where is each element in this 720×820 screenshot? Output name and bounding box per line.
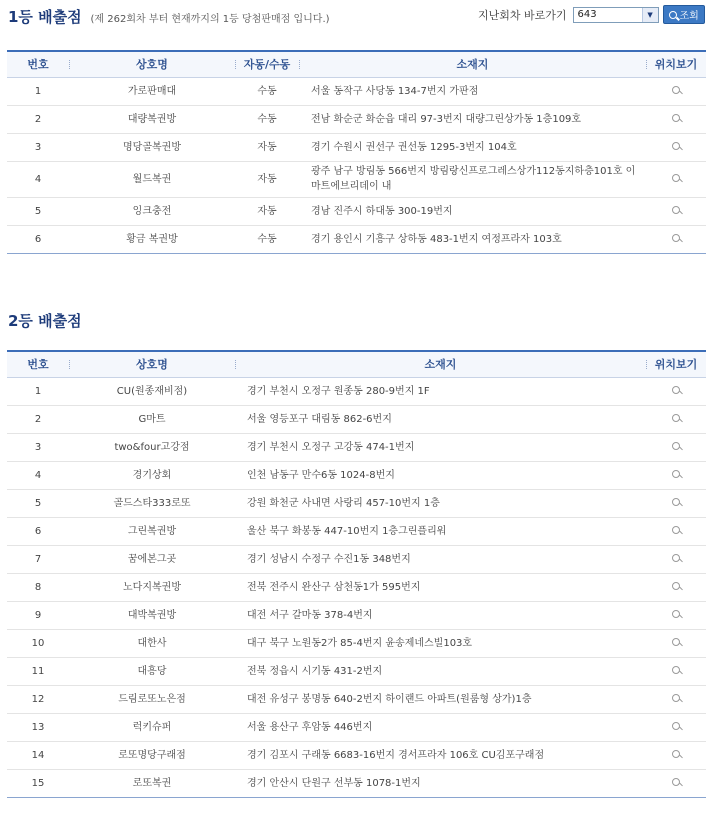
magnifier-icon[interactable] xyxy=(672,722,680,730)
search-button-label: 조회 xyxy=(679,11,699,22)
table-header-row xyxy=(7,51,706,77)
table-row xyxy=(7,377,706,405)
magnifier-icon[interactable] xyxy=(672,526,680,534)
store-address: 서울 영등포구 대림동 862-6번지 xyxy=(235,405,646,433)
store-address: 경기 김포시 구래동 6683-16번지 경서프라자 106호 CU김포구래점 xyxy=(235,741,646,769)
header-name: 상호명 xyxy=(69,351,235,377)
pick-mode: 자동 xyxy=(235,161,299,197)
second-prize-title-text: 2등 배출점 xyxy=(8,312,82,330)
table-row xyxy=(7,461,706,489)
header-name: 상호명 xyxy=(69,51,235,77)
second-prize-title xyxy=(8,310,82,331)
store-name: 대박복권방 xyxy=(69,601,235,629)
store-address: 대구 북구 노원동2가 85-4번지 윤송제네스빌103호 xyxy=(235,629,646,657)
store-address: 서울 용산구 후암동 446번지 xyxy=(235,713,646,741)
magnifier-icon[interactable] xyxy=(672,386,680,394)
magnifier-icon[interactable] xyxy=(672,86,680,94)
table-row xyxy=(7,713,706,741)
store-address: 광주 남구 방림동 566번지 방림랑신프로그레스상가112동지하층101호 이마트에브리데이 내 xyxy=(299,161,646,197)
store-address: 전남 화순군 화순읍 대리 97-3번지 대량그린상가동 1층109호 xyxy=(299,105,646,133)
map-cell xyxy=(646,77,706,105)
table-row xyxy=(7,433,706,461)
store-name: 대량복권방 xyxy=(69,105,235,133)
table-row xyxy=(7,573,706,601)
magnifier-icon[interactable] xyxy=(672,174,680,182)
header-no: 번호 xyxy=(7,351,69,377)
map-cell xyxy=(646,461,706,489)
table-row xyxy=(7,769,706,797)
table-row xyxy=(7,225,706,253)
table-row xyxy=(7,77,706,105)
round-select-value: 643 xyxy=(577,9,597,20)
round-navigator-label: 지난회차 바로가기 xyxy=(478,8,567,22)
pick-mode: 자동 xyxy=(235,197,299,225)
header-address: 소재지 xyxy=(235,351,646,377)
first-prize-note: (제 262회차 부터 현재까지의 1등 당첨판매점 입니다.) xyxy=(90,14,330,25)
row-number: 9 xyxy=(7,601,69,629)
store-name: 경기상회 xyxy=(69,461,235,489)
magnifier-icon[interactable] xyxy=(672,694,680,702)
store-name: G마트 xyxy=(69,405,235,433)
map-cell xyxy=(646,133,706,161)
row-number: 8 xyxy=(7,573,69,601)
magnifier-icon[interactable] xyxy=(672,554,680,562)
store-address: 강원 화천군 사내면 사랑리 457-10번지 1층 xyxy=(235,489,646,517)
store-address: 전북 정읍시 시기동 431-2번지 xyxy=(235,657,646,685)
table-row xyxy=(7,657,706,685)
store-address: 경기 용인시 기흥구 상하동 483-1번지 여정프라자 103호 xyxy=(299,225,646,253)
row-number: 14 xyxy=(7,741,69,769)
map-cell xyxy=(646,545,706,573)
pick-mode: 수동 xyxy=(235,225,299,253)
round-select[interactable] xyxy=(573,7,659,23)
map-cell xyxy=(646,573,706,601)
magnifier-icon[interactable] xyxy=(672,470,680,478)
magnifier-icon[interactable] xyxy=(672,114,680,122)
map-cell xyxy=(646,769,706,797)
store-name: 그린복권방 xyxy=(69,517,235,545)
map-cell xyxy=(646,601,706,629)
table-row xyxy=(7,517,706,545)
row-number: 13 xyxy=(7,713,69,741)
store-name: 황금 복권방 xyxy=(69,225,235,253)
map-cell xyxy=(646,433,706,461)
table-header-row xyxy=(7,351,706,377)
row-number: 5 xyxy=(7,197,69,225)
header-no: 번호 xyxy=(7,51,69,77)
map-cell xyxy=(646,105,706,133)
store-name: 드림로또노은점 xyxy=(69,685,235,713)
magnifier-icon[interactable] xyxy=(672,142,680,150)
chevron-down-icon[interactable]: ▼ xyxy=(642,8,658,22)
magnifier-icon[interactable] xyxy=(672,582,680,590)
table-row xyxy=(7,405,706,433)
row-number: 4 xyxy=(7,461,69,489)
row-number: 1 xyxy=(7,77,69,105)
first-prize-title xyxy=(8,6,330,27)
map-cell xyxy=(646,161,706,197)
map-cell xyxy=(646,377,706,405)
table-row xyxy=(7,601,706,629)
magnifier-icon[interactable] xyxy=(672,666,680,674)
row-number: 6 xyxy=(7,225,69,253)
store-name: 골드스타333로또 xyxy=(69,489,235,517)
magnifier-icon[interactable] xyxy=(672,610,680,618)
row-number: 5 xyxy=(7,489,69,517)
store-address: 경기 수원시 권선구 권선동 1295-3번지 104호 xyxy=(299,133,646,161)
store-address: 대전 서구 갈마동 378-4번지 xyxy=(235,601,646,629)
store-name: 로또명당구래점 xyxy=(69,741,235,769)
row-number: 6 xyxy=(7,517,69,545)
row-number: 11 xyxy=(7,657,69,685)
store-name: 노다지복권방 xyxy=(69,573,235,601)
row-number: 3 xyxy=(7,133,69,161)
map-cell xyxy=(646,197,706,225)
row-number: 4 xyxy=(7,161,69,197)
second-prize-table xyxy=(7,350,706,798)
store-name: two&four고강점 xyxy=(69,433,235,461)
store-address: 울산 북구 화봉동 447-10번지 1층그린플리워 xyxy=(235,517,646,545)
store-name: 럭키슈퍼 xyxy=(69,713,235,741)
row-number: 12 xyxy=(7,685,69,713)
table-row xyxy=(7,685,706,713)
map-cell xyxy=(646,517,706,545)
row-number: 7 xyxy=(7,545,69,573)
magnifier-icon[interactable] xyxy=(672,442,680,450)
store-address: 전북 전주시 완산구 삼천동1가 595번지 xyxy=(235,573,646,601)
store-address: 경기 안산시 단원구 선부동 1078-1번지 xyxy=(235,769,646,797)
table-row xyxy=(7,197,706,225)
table-row xyxy=(7,161,706,197)
round-navigator xyxy=(478,5,705,24)
magnifier-icon[interactable] xyxy=(672,750,680,758)
pick-mode: 자동 xyxy=(235,133,299,161)
magnifier-icon[interactable] xyxy=(672,234,680,242)
pick-mode: 수동 xyxy=(235,105,299,133)
map-cell xyxy=(646,405,706,433)
first-prize-table xyxy=(7,50,706,254)
table-row xyxy=(7,629,706,657)
map-cell xyxy=(646,225,706,253)
table-row xyxy=(7,489,706,517)
map-cell xyxy=(646,629,706,657)
store-name: 대흥당 xyxy=(69,657,235,685)
magnifier-icon[interactable] xyxy=(672,206,680,214)
magnifier-icon[interactable] xyxy=(672,778,680,786)
store-name: 대한사 xyxy=(69,629,235,657)
header-map: 위치보기 xyxy=(646,51,706,77)
magnifier-icon[interactable] xyxy=(672,414,680,422)
store-address: 대전 유성구 봉명동 640-2번지 하이랜드 아파트(원룸형 상가)1층 xyxy=(235,685,646,713)
row-number: 10 xyxy=(7,629,69,657)
table-row xyxy=(7,105,706,133)
header-map: 위치보기 xyxy=(646,351,706,377)
map-cell xyxy=(646,741,706,769)
magnifier-icon[interactable] xyxy=(672,498,680,506)
map-cell xyxy=(646,713,706,741)
search-button[interactable] xyxy=(663,5,705,24)
store-address: 경남 진주시 하대동 300-19번지 xyxy=(299,197,646,225)
search-icon xyxy=(669,11,677,19)
row-number: 1 xyxy=(7,377,69,405)
store-address: 경기 부천시 오정구 원종동 280-9번지 1F xyxy=(235,377,646,405)
store-address: 인천 남동구 만수6동 1024-8번지 xyxy=(235,461,646,489)
map-cell xyxy=(646,489,706,517)
store-name: 꿈에본그곳 xyxy=(69,545,235,573)
row-number: 3 xyxy=(7,433,69,461)
map-cell xyxy=(646,685,706,713)
store-name: 가로판매대 xyxy=(69,77,235,105)
table-row xyxy=(7,133,706,161)
table-row xyxy=(7,545,706,573)
store-name: 명당골복권방 xyxy=(69,133,235,161)
row-number: 2 xyxy=(7,405,69,433)
pick-mode: 수동 xyxy=(235,77,299,105)
store-name: 월드복권 xyxy=(69,161,235,197)
map-cell xyxy=(646,657,706,685)
row-number: 2 xyxy=(7,105,69,133)
header-mode: 자동/수동 xyxy=(235,51,299,77)
store-name: CU(원종재비점) xyxy=(69,377,235,405)
header-address: 소재지 xyxy=(299,51,646,77)
store-name: 잉크충전 xyxy=(69,197,235,225)
store-address: 서울 동작구 사당동 134-7번지 가판점 xyxy=(299,77,646,105)
row-number: 15 xyxy=(7,769,69,797)
first-prize-title-text: 1등 배출점 xyxy=(8,8,82,26)
store-address: 경기 부천시 오정구 고강동 474-1번지 xyxy=(235,433,646,461)
store-name: 로또복권 xyxy=(69,769,235,797)
table-row xyxy=(7,741,706,769)
store-address: 경기 성남시 수정구 수진1동 348번지 xyxy=(235,545,646,573)
magnifier-icon[interactable] xyxy=(672,638,680,646)
